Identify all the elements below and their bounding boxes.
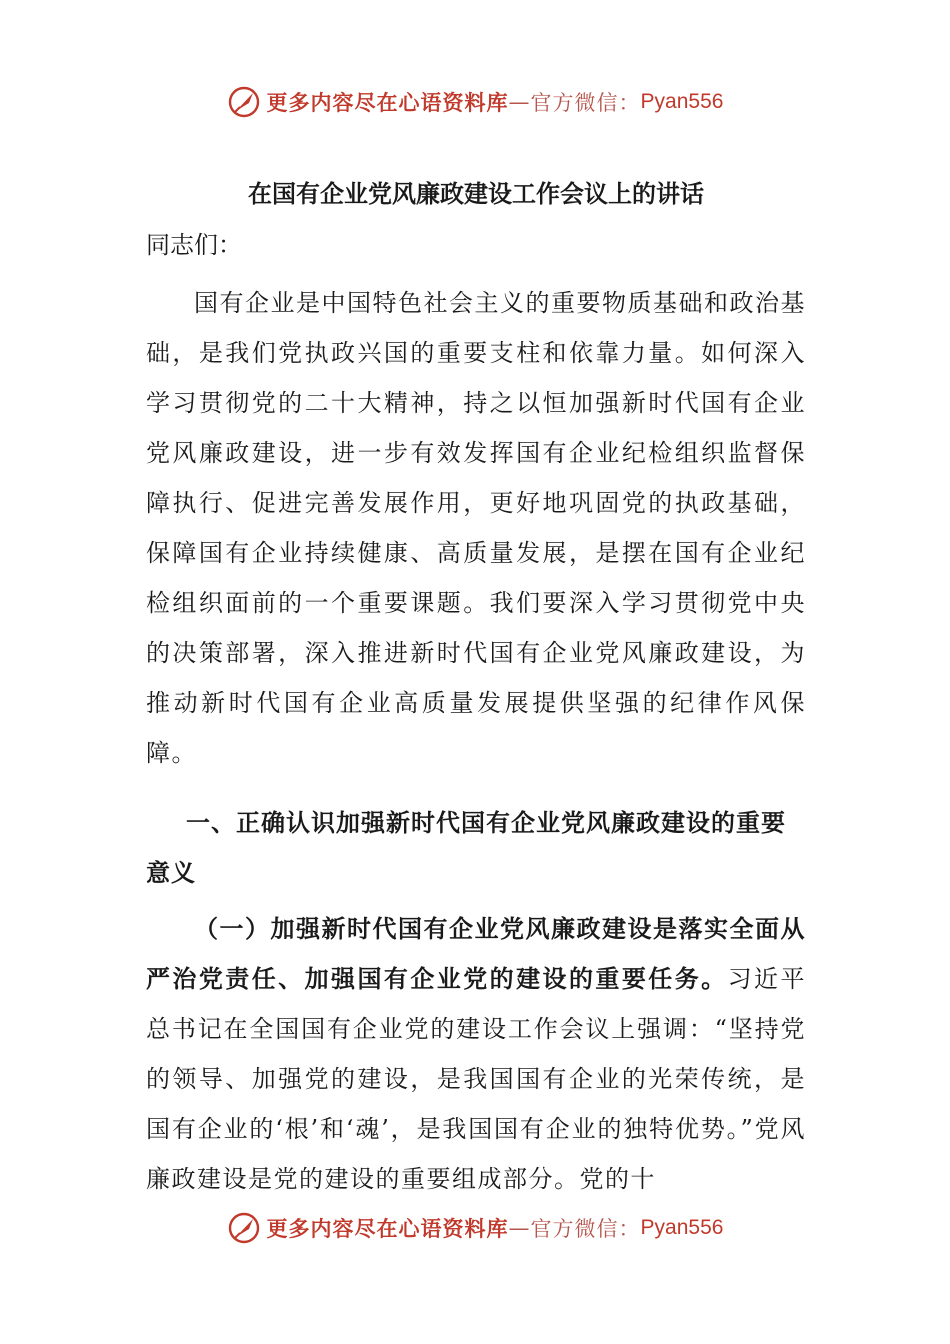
- watermark-wechat-label: 官方微信：: [530, 91, 641, 115]
- section-heading: 一、正确认识加强新时代国有企业党风廉政建设的重要意义: [146, 808, 786, 887]
- salutation: 同志们：: [146, 231, 242, 259]
- watermark-wechat-label: 官方微信：: [530, 1217, 641, 1241]
- subsection-heading: （一）加强新时代国有企业党风廉政建设是落实全面从严治党责任、加强国有企业党的建设的重要任务。: [146, 914, 806, 993]
- watermark-wechat-id: Pyan556: [640, 1216, 724, 1239]
- watermark-separator: —: [508, 90, 531, 114]
- intro-paragraph: 国有企业是中国特色社会主义的重要物质基础和政治基础，是我们党执政兴国的重要支柱和依靠力量。如何深入学习贯彻党的二十大精神，持之以恒加强新时代国有企业党风廉政建设，进一步有效发挥国有企业纪检组织监督保障执行、促进完善发展作用，更好地巩固党的执政基础，保障国有企业持续健康、高质量发展，是摆在国有企业纪检组织面前的一个重要课题。我们要深入学习贯彻党中央的决策部署，深入推进新时代国有企业党风廉政建设，为推动新时代国有企业高质量发展提供坚强的纪律作风保障。: [146, 289, 806, 767]
- watermark-banner-top: [0, 82, 950, 122]
- watermark-banner-bottom: [0, 1208, 950, 1248]
- watermark-brand: 更多内容尽在心语资料库: [266, 90, 509, 115]
- subsection-body: 习近平总书记在全国国有企业党的建设工作会议上强调：“坚持党的领导、加强党的建设，是我国国有企业的光荣传统，是国有企业的‘根’和‘魂’，是我国国有企业的独特优势。”党风廉政建设是党的建设的重要组成部分。党的十: [146, 965, 806, 1193]
- document-body: [146, 168, 806, 1204]
- watermark-separator: —: [508, 1216, 531, 1240]
- quill-logo-icon: [227, 85, 261, 119]
- watermark-brand: 更多内容尽在心语资料库: [266, 1216, 509, 1241]
- quill-logo-icon: [227, 1211, 261, 1245]
- subsection-paragraph: [146, 904, 806, 1204]
- watermark-wechat-id: Pyan556: [640, 90, 724, 113]
- document-title: 在国有企业党风廉政建设工作会议上的讲话: [248, 179, 704, 208]
